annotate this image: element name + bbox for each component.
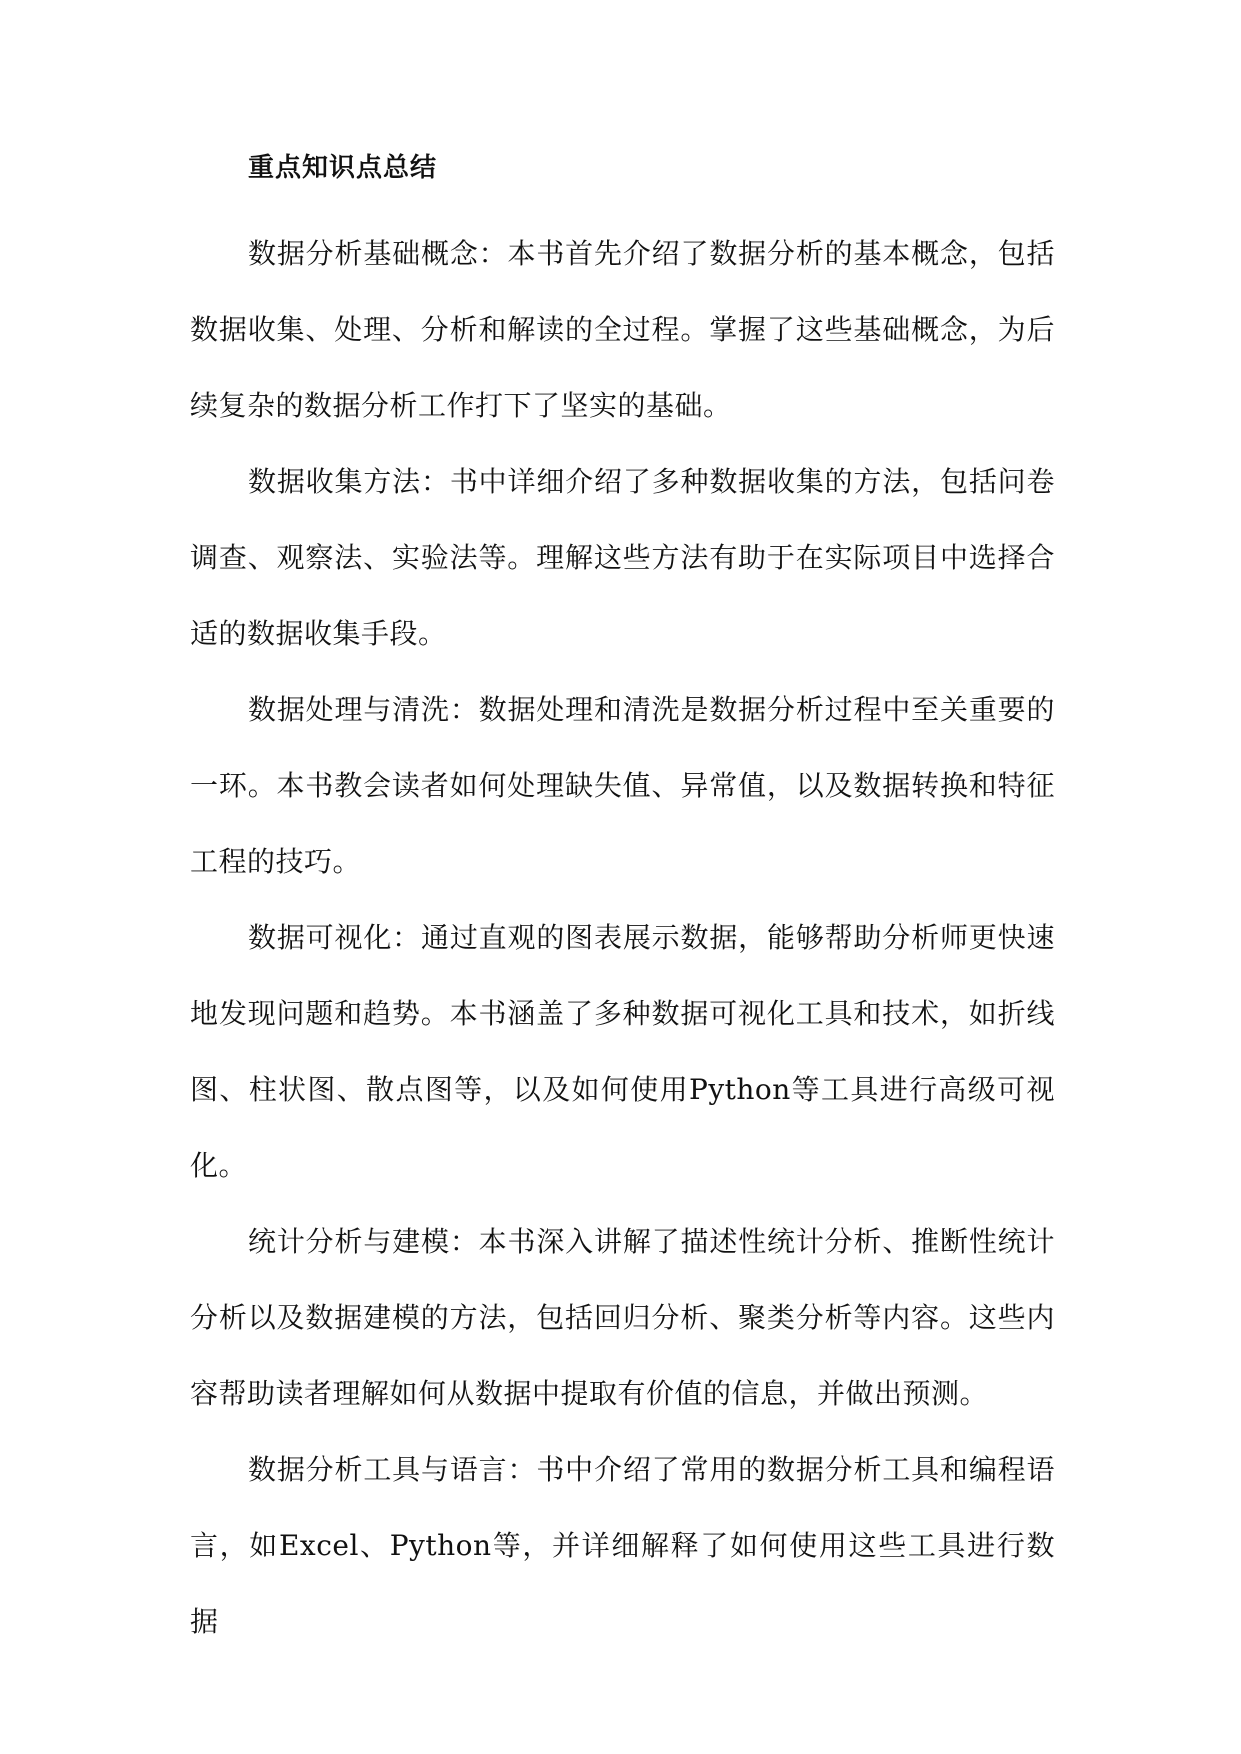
paragraph-visualization: 数据可视化：通过直观的图表展示数据，能够帮助分析师更快速地发现问题和趋势。本书涵盖了多种数据可视化工具和技术，如折线图、柱状图、散点图等，以及如何使用Python等工具进行高级可视化。 xyxy=(190,921,1055,1182)
document-page xyxy=(190,148,1055,1660)
paragraph-tools-languages: 数据分析工具与语言：书中介绍了常用的数据分析工具和编程语言，如Excel、Python等，并详细解释了如何使用这些工具进行数据 xyxy=(190,1453,1055,1638)
paragraph-data-cleaning: 数据处理与清洗：数据处理和清洗是数据分析过程中至关重要的一环。本书教会读者如何处理缺失值、异常值，以及数据转换和特征工程的技巧。 xyxy=(190,693,1055,878)
paragraph-basic-concepts: 数据分析基础概念：本书首先介绍了数据分析的基本概念，包括数据收集、处理、分析和解读的全过程。掌握了这些基础概念，为后续复杂的数据分析工作打下了坚实的基础。 xyxy=(190,237,1055,422)
paragraph-data-collection: 数据收集方法：书中详细介绍了多种数据收集的方法，包括问卷调查、观察法、实验法等。理解这些方法有助于在实际项目中选择合适的数据收集手段。 xyxy=(190,465,1055,650)
page-title: 重点知识点总结 xyxy=(248,153,438,183)
paragraph-statistics-modeling: 统计分析与建模：本书深入讲解了描述性统计分析、推断性统计分析以及数据建模的方法，包括回归分析、聚类分析等内容。这些内容帮助读者理解如何从数据中提取有价值的信息，并做出预测。 xyxy=(190,1225,1055,1410)
